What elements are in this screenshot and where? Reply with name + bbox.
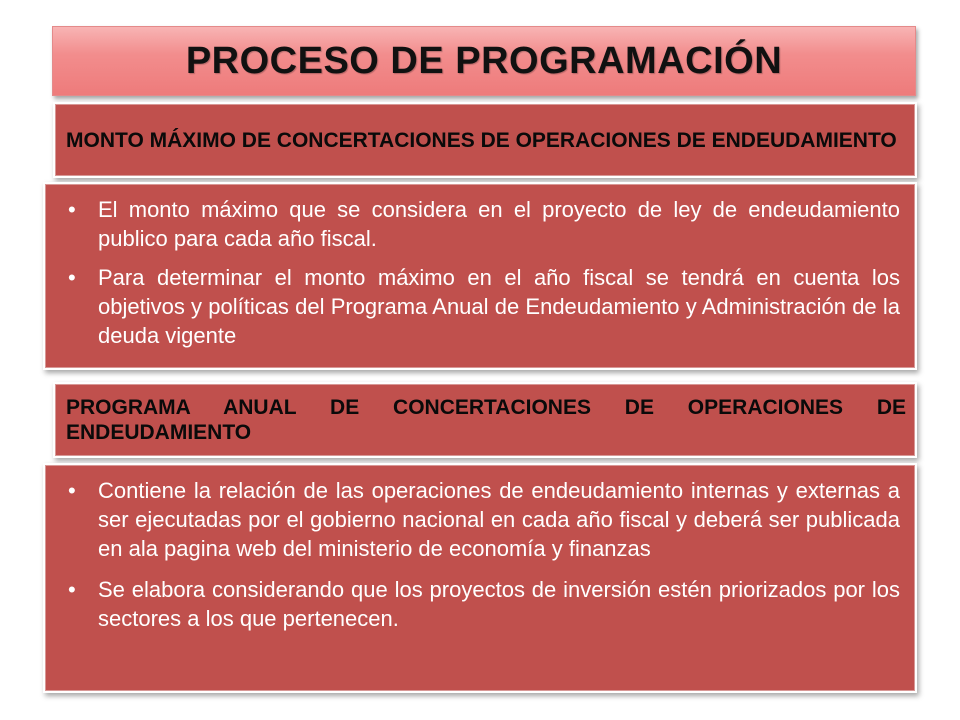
section2-heading-box (55, 384, 915, 456)
bullet-icon: • (68, 478, 76, 503)
section2-bullet-list (58, 476, 900, 633)
section1-body-box (45, 184, 915, 368)
bullet-icon: • (68, 197, 76, 222)
section1-heading: MONTO MÁXIMO DE CONCERTACIONES DE OPERACIONES DE ENDEUDAMIENTO (66, 128, 897, 152)
section1-bullet-list (58, 195, 900, 350)
section1-heading-box (55, 104, 915, 176)
bullet-text: Para determinar el monto máximo en el año fiscal se tendrá en cuenta los objetivos y políticas del Programa Anual de Endeudamiento y Administración de la deuda vigente (98, 265, 900, 348)
list-item (58, 263, 900, 350)
section2-body-box (45, 465, 915, 691)
bullet-icon: • (68, 265, 76, 290)
slide-title: PROCESO DE PROGRAMACIÓN (185, 39, 783, 82)
bullet-icon: • (68, 577, 76, 602)
list-item (58, 575, 900, 633)
title-banner (52, 26, 916, 96)
bullet-text: Contiene la relación de las operaciones de endeudamiento internas y externas a ser ejecutadas por el gobierno nacional en cada año fiscal y deberá ser publicada en ala pagina web del ministerio de economía y finanzas (98, 478, 900, 561)
bullet-text: Se elabora considerando que los proyectos de inversión estén priorizados por los sectores a los que pertenecen. (98, 577, 900, 631)
list-item (58, 195, 900, 253)
section2-heading: PROGRAMA ANUAL DE CONCERTACIONES DE OPERACIONES DE ENDEUDAMIENTO (66, 396, 906, 444)
list-item (58, 476, 900, 563)
bullet-text: El monto máximo que se considera en el proyecto de ley de endeudamiento publico para cada año fiscal. (98, 197, 900, 251)
